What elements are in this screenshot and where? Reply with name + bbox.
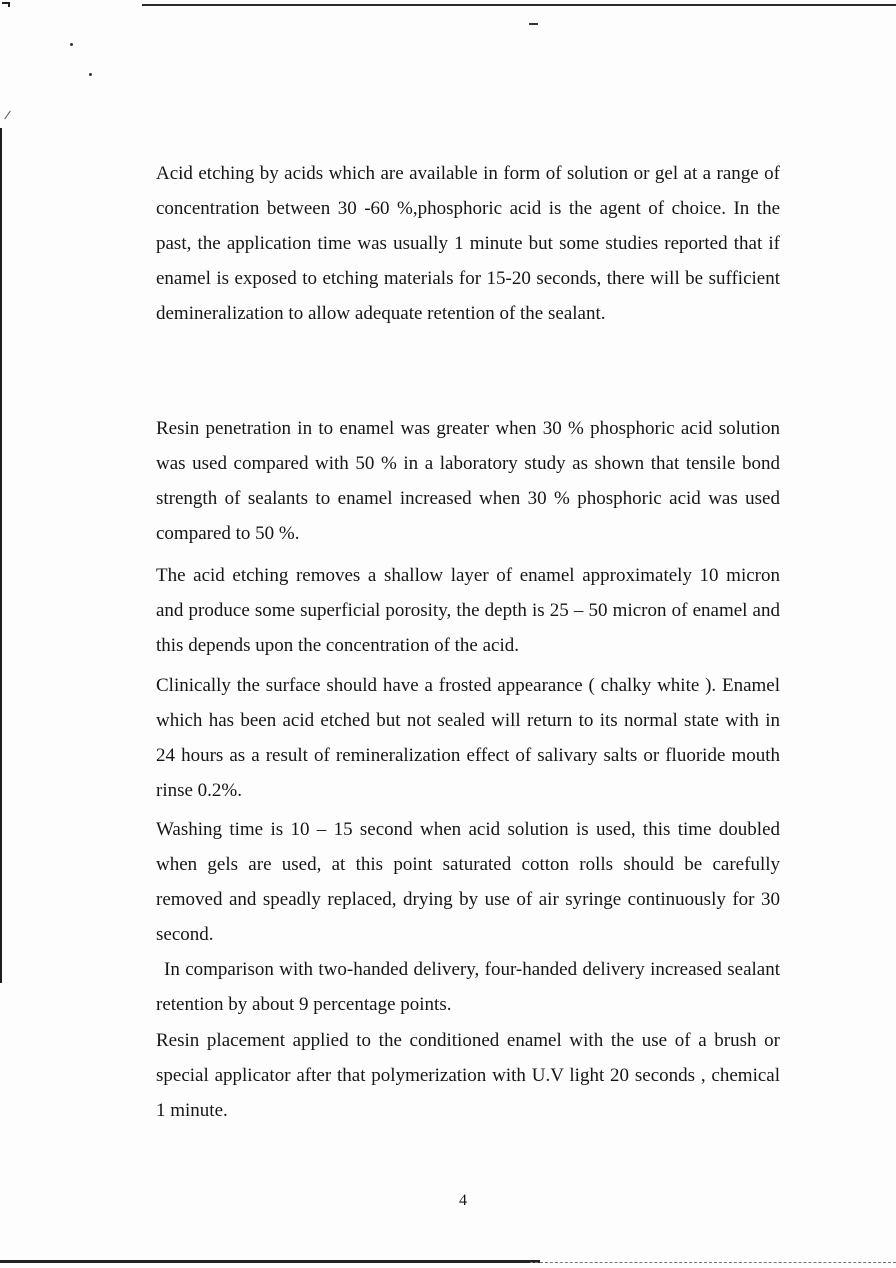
paragraph-text: Acid etching by acids which are available in form of solution or gel at a range of concentration between 30 -60 %,phosphoric acid is the agent of choice. In the past, the application time was usually 1 minute but some studies reported that if enamel is exposed to etching materials for 15-20 seconds, there will be sufficient demineralization to allow adequate retention of the sealant. xyxy=(156,163,780,324)
paragraph-text: Resin penetration in to enamel was greater when 30 % phosphoric acid solution was used compared with 50 % in a laboratory study as shown that tensile bond strength of sealants to enamel increased when 30 % phosphoric acid was used compared to 50 %. xyxy=(156,418,780,544)
paragraph-text: Clinically the surface should have a frosted appearance ( chalky white ). Enamel which has been acid etched but not sealed will return to its normal state with in 24 hours as a result of remineralization effect of salivary salts or fluoride mouth rinse 0.2%. xyxy=(156,675,780,801)
paragraph-text: The acid etching removes a shallow layer of enamel approximately 10 micron and produce some superficial porosity, the depth is 25 – 50 micron of enamel and this depends upon the concentration of the acid. xyxy=(156,565,780,656)
top-rule xyxy=(142,4,896,6)
paragraph-resin-placement xyxy=(156,1023,780,1128)
paragraph-four-handed xyxy=(156,952,780,1022)
paragraph-text: Resin placement applied to the conditioned enamel with the use of a brush or special applicator after that polymerization with U.V light 20 seconds , chemical 1 minute. xyxy=(156,1030,780,1121)
scan-artifact-slash xyxy=(4,111,11,120)
bottom-dashed-rule xyxy=(530,1262,896,1263)
scan-speck xyxy=(70,43,73,46)
left-scan-edge xyxy=(0,128,2,983)
paragraph-acid-etching xyxy=(156,156,780,331)
paragraph-text: In comparison with two-handed delivery, four-handed delivery increased sealant retention by about 9 percentage points. xyxy=(156,959,780,1015)
scan-speck xyxy=(89,73,92,76)
paragraph-shallow-layer xyxy=(156,558,780,663)
paragraph-resin-penetration xyxy=(156,411,780,551)
corner-scan-mark xyxy=(2,2,10,4)
paragraph-text: Washing time is 10 – 15 second when acid solution is used, this time doubled when gels are used, at this point saturated cotton rolls should be carefully removed and speadly replaced, drying by use of air syringe continuously for 30 second. xyxy=(156,819,780,945)
page-number: 4 xyxy=(459,1192,467,1209)
paragraph-frosted-appearance xyxy=(156,668,780,808)
bottom-rule xyxy=(0,1260,540,1263)
paragraph-washing-time xyxy=(156,812,780,952)
scan-artifact-mark xyxy=(529,23,538,25)
